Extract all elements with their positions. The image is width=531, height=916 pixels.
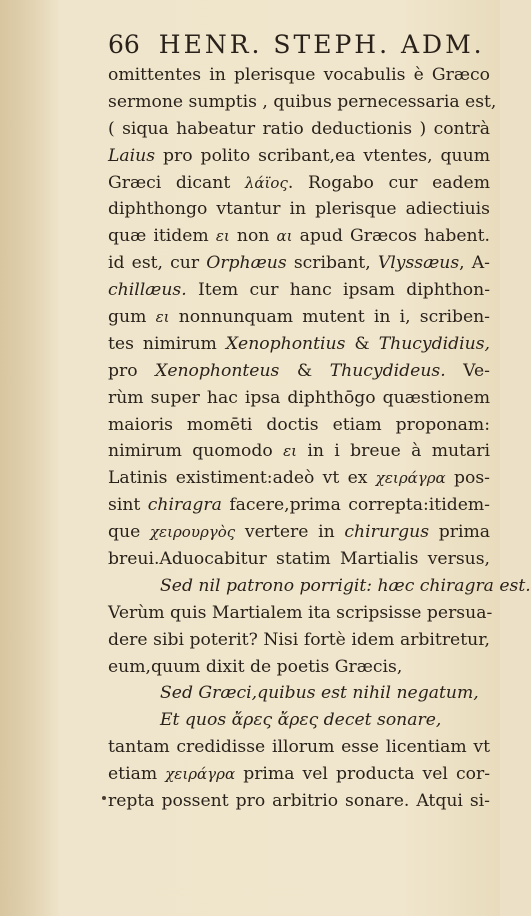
roman-text: diphthongo vtantur in plerisque adiectiuis <box>108 199 490 220</box>
text-line <box>108 519 490 546</box>
text-line <box>108 654 490 681</box>
greek-word: ει <box>215 227 230 246</box>
roman-text: Græci dicant <box>108 172 245 193</box>
roman-text: , A- <box>459 253 490 274</box>
text-line <box>108 277 490 304</box>
text-line <box>108 62 490 89</box>
text-line <box>108 304 490 331</box>
roman-text: omittentes in plerisque vocabulis è Græco <box>108 65 490 85</box>
roman-text: dere sibi poterit? Nisi fortè idem arbitretur, <box>108 629 490 650</box>
greek-word: ει <box>283 442 298 461</box>
italic-text: chillæus. <box>108 280 187 301</box>
italic-text: Sed nil patrono porrigit: hæc chiragra est. <box>160 575 531 596</box>
text-line <box>108 412 490 439</box>
roman-text: quæ itidem <box>108 226 216 247</box>
italic-text: Thucydideus. <box>329 360 446 381</box>
italic-text: Laius <box>108 145 156 166</box>
text-line <box>108 196 490 223</box>
roman-text: & <box>345 333 379 354</box>
italic-text: Sed Græci,quibus est nihil negatum, <box>160 683 479 704</box>
text-line <box>108 707 490 734</box>
roman-text: maioris momēti doctis etiam proponam: <box>108 414 490 435</box>
italic-text: Et quos ἄρες ἄρες decet sonare, <box>160 710 442 731</box>
roman-text: gum <box>108 307 156 328</box>
roman-text: nonnunquam mutent in i, scriben- <box>169 307 490 328</box>
roman-text: repta possent pro arbitrio sonare. Atqui si- <box>108 791 490 812</box>
text-line <box>108 680 490 707</box>
page-number: 66 <box>108 30 140 59</box>
text-line <box>108 600 493 627</box>
text-line <box>108 492 490 519</box>
italic-text: chiragra <box>147 495 222 516</box>
greek-word: χειρουργὸς <box>149 523 236 542</box>
roman-text: & <box>279 360 330 381</box>
text-line <box>108 546 490 573</box>
text-line <box>108 89 497 116</box>
text-line <box>108 331 490 358</box>
greek-word: ει <box>155 308 170 327</box>
roman-text: id est, cur <box>108 253 207 274</box>
italic-text: chirurgus <box>344 522 430 543</box>
text-line <box>108 385 490 412</box>
italic-text: Xenophonteus <box>155 360 280 381</box>
running-header <box>108 30 488 59</box>
roman-text: pos- <box>445 468 490 489</box>
italic-text: Thucydidius, <box>378 333 490 354</box>
roman-text: ( siqua habeatur ratio deductionis ) contrà <box>108 118 490 139</box>
roman-text: prima vel producta vel cor- <box>235 764 490 785</box>
greek-word: χειράγρα <box>165 765 236 784</box>
roman-text: rùm super hac ipsa diphthōgo quæstionem <box>108 387 490 408</box>
text-line <box>108 223 490 250</box>
greek-word: αι <box>276 227 293 246</box>
roman-text: . Rogabo cur eadem <box>287 172 491 193</box>
roman-text: nimirum quomodo <box>108 441 284 462</box>
text-line <box>108 465 490 492</box>
page-gutter-shadow <box>0 0 60 916</box>
text-line <box>108 627 490 654</box>
text-line <box>108 116 490 143</box>
roman-text: apud Græcos habent. <box>292 226 490 247</box>
italic-text: Xenophontius <box>225 333 346 354</box>
roman-text: tes nimirum <box>108 333 226 354</box>
text-line <box>108 761 490 788</box>
text-line <box>108 788 490 815</box>
greek-word: χειράγρα <box>375 469 446 488</box>
italic-text: Orphæus <box>206 253 287 274</box>
text-line <box>108 250 490 277</box>
text-line <box>108 143 490 170</box>
roman-text: pro <box>108 360 156 381</box>
roman-text: vertere in <box>235 522 345 543</box>
roman-text: que <box>108 522 150 543</box>
roman-text: sint <box>108 495 148 516</box>
roman-text: facere,prima correpta:itidem- <box>221 495 490 516</box>
roman-text: pro polito scribant,ea vtentes, quum <box>155 145 490 166</box>
roman-text: etiam <box>108 764 166 785</box>
text-line <box>108 573 531 600</box>
roman-text: breui.Aduocabitur statim Martialis versus, <box>108 549 490 570</box>
roman-text: non <box>229 226 277 247</box>
roman-text: Ve- <box>445 360 490 381</box>
italic-text: Vlyssæus <box>377 253 460 274</box>
roman-text: tantam credidisse illorum esse licentiam vt <box>108 737 490 758</box>
roman-text: scribant, <box>286 253 378 274</box>
text-line <box>108 170 490 197</box>
greek-word: λάϊος <box>244 173 288 192</box>
roman-text: in i breue à mutari <box>297 441 490 462</box>
roman-text: Verùm quis Martialem ita scripsisse persua- <box>108 602 493 623</box>
roman-text: eum,quum dixit de poetis Græcis, <box>108 656 403 677</box>
text-line <box>108 438 490 465</box>
ink-spot <box>102 796 106 800</box>
body-text <box>108 62 531 815</box>
text-line <box>108 734 490 761</box>
roman-text: Item cur hanc ipsam diphthon- <box>186 280 490 301</box>
text-line <box>108 358 490 385</box>
roman-text: prima <box>429 522 490 543</box>
running-title: HENR. STEPH. ADM. <box>158 30 485 59</box>
roman-text: Latinis existiment:adeò vt ex <box>108 468 376 489</box>
roman-text: sermone sumptis , quibus pernecessaria est, <box>108 91 497 112</box>
